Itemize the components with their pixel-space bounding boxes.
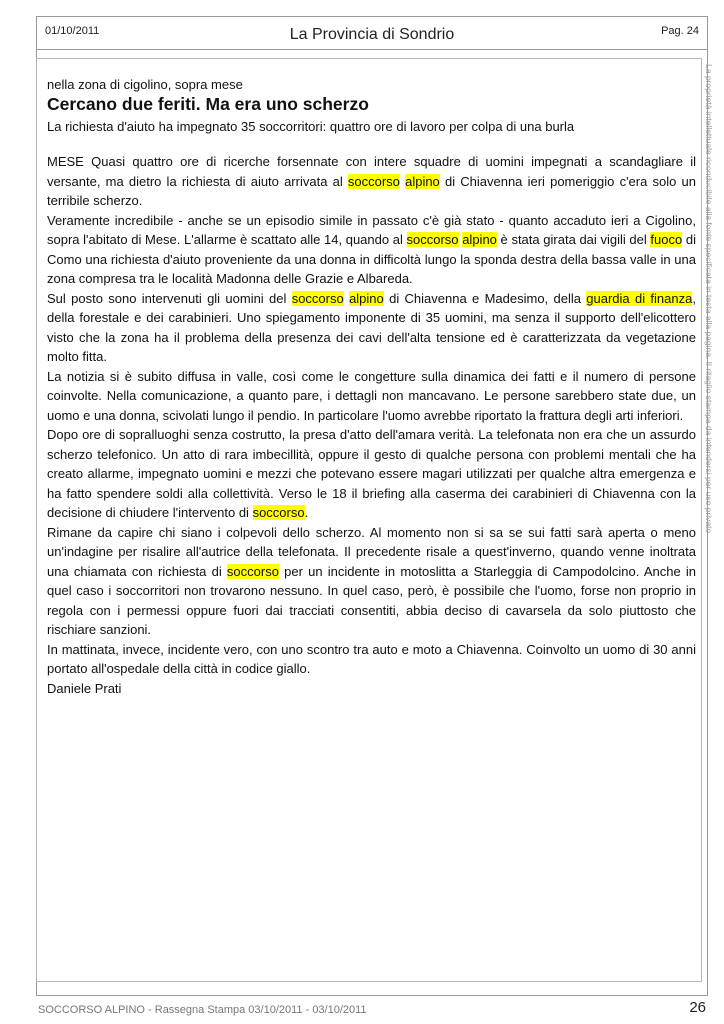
article-paragraph [47, 152, 696, 211]
paragraph-text: Sul posto sono intervenuti gli uomini del [47, 290, 292, 306]
keyword-highlight: alpino [405, 173, 440, 189]
header-date: 01/10/2011 [45, 25, 100, 37]
header-publication: La Provincia di Sondrio [289, 26, 455, 43]
keyword-highlight: soccorso [226, 563, 279, 579]
paragraph-text: Daniele Prati [47, 680, 122, 696]
paragraph-text: In mattinata, invece, incidente vero, con uno scontro tra auto e moto a Chiavenna. Coinvolto un uomo di 30 anni portato all'ospedale della città in codice giallo. [47, 641, 696, 676]
article-paragraph [47, 367, 696, 426]
keyword-highlight: alpino [462, 232, 497, 247]
footer-caption: SOCCORSO ALPINO - Rassegna Stampa 03/10/2011 - 03/10/2011 [38, 1004, 367, 1016]
keyword-highlight: soccorso [252, 505, 305, 520]
paragraph-text: . [304, 505, 309, 520]
paragraph-text: è stata girata dai vigili del [496, 232, 651, 247]
paragraph-text: di Chiavenna e Madesimo, della [383, 290, 587, 306]
keyword-highlight: soccorso [291, 290, 344, 306]
paragraph-text: Veramente incredibile - anche se un episodio simile in passato c'è già stato - quanto accaduto ieri a Cigolino, sopra l'abitato di Mese. L'allarme è scattato alle 14, quando al [47, 212, 696, 247]
article-headline: Cercano due feriti. Ma era uno scherzo [47, 94, 369, 114]
article-paragraph [47, 679, 696, 699]
footer-page-number: 26 [689, 999, 706, 1016]
paragraph-text: di Como una richiesta d'aiuto proveniente da una donna in difficoltà lungo la sponda destra della bassa valle in una zona compresa tra le località Madonna delle Grazie e Albareda. [47, 232, 696, 286]
paragraph-text: Rimane da capire chi siano i colpevoli dello scherzo. Al momento non si sa se sui fatti sarà aperta o meno un'indagine per risalire all'autrice della telefonata. Il precedente risale a quest'inverno, quando venne inoltrata una chiamata con richiesta di [47, 524, 696, 579]
keyword-highlight: alpino [349, 290, 384, 306]
copyright-side-note: La proprietà intellettuale riconducibile alla fonte specificata in testa alla pagina. Il ritaglio stampa da intendersi per uso privato [704, 64, 714, 534]
article-paragraph [47, 523, 696, 640]
article-paragraph [47, 289, 696, 367]
article-paragraph [47, 640, 696, 679]
paragraph-text: MESE Quasi quattro ore di ricerche forsennate con intere squadre di uomini impegnati a scandagliare il versante, ma dietro la richiesta di aiuto arrivata al [47, 154, 696, 189]
article-body [47, 152, 696, 698]
page-header [36, 16, 708, 50]
article-paragraph [47, 425, 696, 523]
keyword-highlight: soccorso [406, 232, 459, 247]
keyword-highlight: guardia di finanza [586, 290, 693, 306]
paragraph-text: La notizia si è subito diffusa in valle, così come le congetture sulla dinamica dei fatti e il numero di persone coinvolte. Nella comunicazione, a quanto pare, i dettagli non mancavano. Le persone sarebbero state due, un uomo e una donna, scivolati lungo il pendio. In particolare l'uomo avrebbe riportato la frattura degli arti inferiori. [47, 368, 696, 423]
paragraph-text: , della forestale e dei carabinieri. Uno spiegamento imponente di 35 uomini, ma senza il supporto dell'elicottero visto che la zona ha il problema della presenza dei cavi dell'alta tensione ed è caratterizzata da vegetazione molto fitta. [47, 290, 696, 364]
paragraph-text: Dopo ore di sopralluoghi senza costrutto, la presa d'atto dell'amara verità. La telefonata non era che un assurdo scherzo telefonico. Un atto di rara imbecillità, oppure il gesto di qualche persona con problemi mentali che ha creato allarme, impegnato uomini e mezzi che potevano essere magari utilizzati per qualche altra emergenza e ha fatto spendere soldi alla collettività. Verso le 18 il briefing alla caserma dei carabinieri di Chiavenna con la decisione di chiudere l'intervento di [47, 427, 696, 520]
header-page-number: Pag. 24 [661, 25, 699, 37]
paragraph-text: di Chiavenna ieri pomeriggio c'era solo un terribile scherzo. [47, 173, 696, 208]
article-summary: La richiesta d'aiuto ha impegnato 35 soccorritori: quattro ore di lavoro per colpa di una burla [47, 119, 575, 134]
article-kicker: nella zona di cigolino, sopra mese [47, 77, 243, 92]
article-paragraph [47, 211, 696, 289]
keyword-highlight: soccorso [347, 173, 400, 189]
paragraph-text: per un incidente in motoslitta a Starleggia di Campodolcino. Anche in quel caso i soccorritori non trovarono nessuno. In quel caso, però, è possibile che l'uomo, forse non proprio in regola con i permessi oppure fuori dai tracciati consentiti, abbia deciso di cavarsela da solo piuttosto che rischiare sanzioni. [47, 563, 696, 637]
keyword-highlight: fuoco [650, 232, 683, 247]
article [47, 76, 696, 698]
